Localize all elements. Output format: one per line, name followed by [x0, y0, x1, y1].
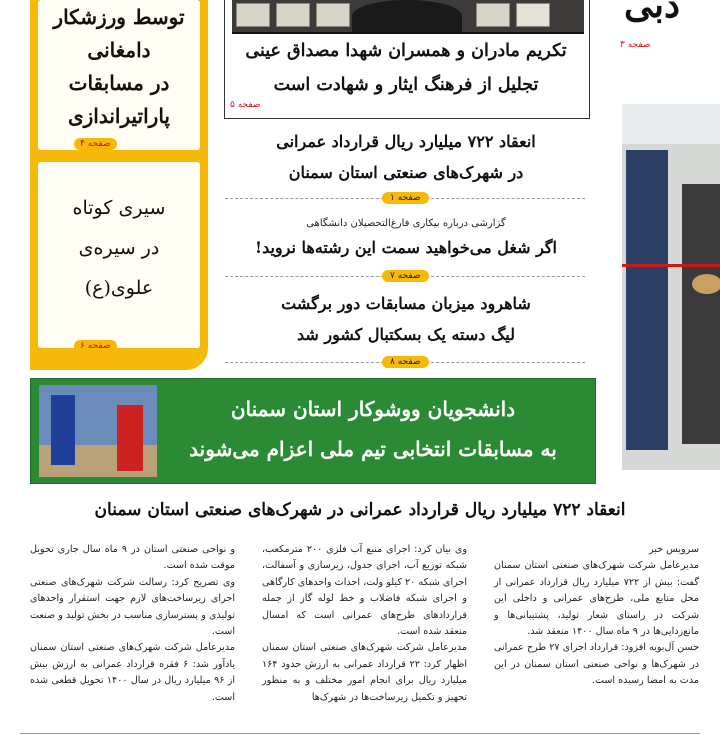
teaser-line: علوی(ع)	[84, 277, 154, 299]
banner-line: به مسابقات انتخابی تیم ملی اعزام می‌شوند	[189, 437, 557, 461]
person-figure	[626, 150, 668, 450]
flower-bouquet	[692, 274, 720, 294]
news-title: شاهرود میزبان مسابقات دور برگشت	[281, 294, 531, 313]
page-reference: صفحه ۸	[382, 356, 429, 368]
headline-line: تکریم مادران و همسران شهدا مصداق عینی	[245, 41, 567, 61]
red-ribbon	[622, 264, 720, 267]
news-title: در شهرک‌های صنعتی استان سمنان	[288, 163, 524, 182]
page-reference: صفحه ۳	[620, 40, 651, 50]
person-figure	[682, 184, 720, 444]
teaser-card-shooting[interactable]	[38, 0, 200, 150]
news-kicker: گزارشی درباره بیکاری فارغ‌التحصیلان دانشگاهی	[306, 218, 506, 229]
teaser-line: در مسابقات	[68, 71, 170, 95]
news-title: لیگ دسته یک بسکتبال کشور شد	[297, 325, 515, 344]
banner-line: دانشجویان ووشوکار استان سمنان	[230, 397, 516, 421]
top-story-headline[interactable]	[224, 34, 588, 102]
page-reference: صفحه ۷	[382, 270, 429, 282]
page-reference: صفحه ۶	[74, 340, 117, 352]
teaser-card-seerah[interactable]	[38, 162, 200, 348]
news-item-basketball[interactable]	[224, 288, 588, 350]
building-wall	[622, 104, 720, 144]
right-strip	[598, 0, 720, 480]
blue-fighter	[51, 395, 75, 465]
teaser-line: در سیره‌ی	[78, 237, 160, 259]
news-item-jobs[interactable]	[224, 216, 588, 263]
headline-fragment: دبی	[624, 0, 681, 26]
red-fighter	[117, 405, 143, 471]
headline-line: تجلیل از فرهنگ ایثار و شهادت است	[273, 75, 539, 95]
article-column-1: سرویس خبر مدیرعامل شرکت شهرک‌های صنعتی استان سمنان گفت: بیش از ۷۲۲ میلیارد ریال قرارداد عمرانی از محل منابع ملی، طرح‌های عمرانی و داخلی این شرکت در راستای شعار تولید، پشتیبانی‌ها و مانع‌زدایی‌ها در ۹ ماه سال ۱۴۰۰ منعقد شد. حسن آل‌بویه افزود: قرارداد اجرای ۲۷ طرح عمرانی در شهرک‌ها و نواحی صنعتی استان سمنان در این مدت به امضا رسیده است.	[494, 544, 700, 687]
article-column-2: وی بیان کرد: اجرای منبع آب فلزی ۲۰۰ مترمکعب، شبکه توزیع آب، اجرای جدول، زیرسازی و آسفالت، اجرای شبکه ۲۰ کیلو ولت، احداث واحدهای کارگاهی و اجرای شبکه فاضلاب و خط لوله گاز از جمله قراردادهای طرح‌های عمرانی است که امسال منعقد شده است. مدیرعامل شرکت شهرک‌های صنعتی استان سمنان اظهار کرد: ۲۲ قرارداد عمرانی به ارزش حدود ۱۶۴ میلیارد ریال برای انجام امور مختلف و به منظور تجهیز و تکمیل زیرساخت‌ها در شهرک‌ها	[262, 544, 468, 703]
teaser-line: توسط ورزشکار	[53, 5, 185, 29]
page-reference: صفحه ۱	[382, 192, 429, 204]
teaser-line: دامغانی	[87, 38, 151, 62]
news-title: انعقاد ۷۲۲ میلیارد ریال قرارداد عمرانی	[276, 132, 536, 151]
page-reference: صفحه ۵	[230, 100, 261, 110]
article-column-3: و نواحی صنعتی استان در ۹ ماه سال جاری تحویل موقت شده است. وی تصریح کرد: رسالت شرکت شهرک‌های صنعتی اجرای زیرساخت‌های لازم جهت استقرار واحدهای تولیدی و بسترسازی مناسب در بخش تولید و صنعت است. مدیرعامل شرکت شهرک‌های صنعتی استان سمنان یادآور شد: ۶ فقره قرارداد عمرانی به ارزش بیش از ۹۶ میلیارد ریال در سال ۱۴۰۰ تحویل قطعی شده است.	[30, 544, 236, 703]
page-reference: صفحه ۴	[74, 138, 117, 150]
teaser-line: پاراتیراندازی	[67, 104, 170, 128]
divider	[20, 733, 700, 734]
article-headline[interactable]: انعقاد ۷۲۲ میلیارد ریال قرارداد عمرانی در شهرک‌های صنعتی استان سمنان	[94, 500, 626, 520]
news-title: اگر شغل می‌خواهید سمت این رشته‌ها نروید!	[255, 238, 557, 257]
teaser-line: سیری کوتاه	[72, 197, 166, 219]
wushu-banner[interactable]	[30, 378, 596, 484]
ribbon-cutting-photo	[622, 104, 720, 470]
news-item-contracts[interactable]	[224, 126, 588, 188]
wushu-photo	[39, 385, 157, 477]
left-sidebar	[30, 0, 208, 370]
